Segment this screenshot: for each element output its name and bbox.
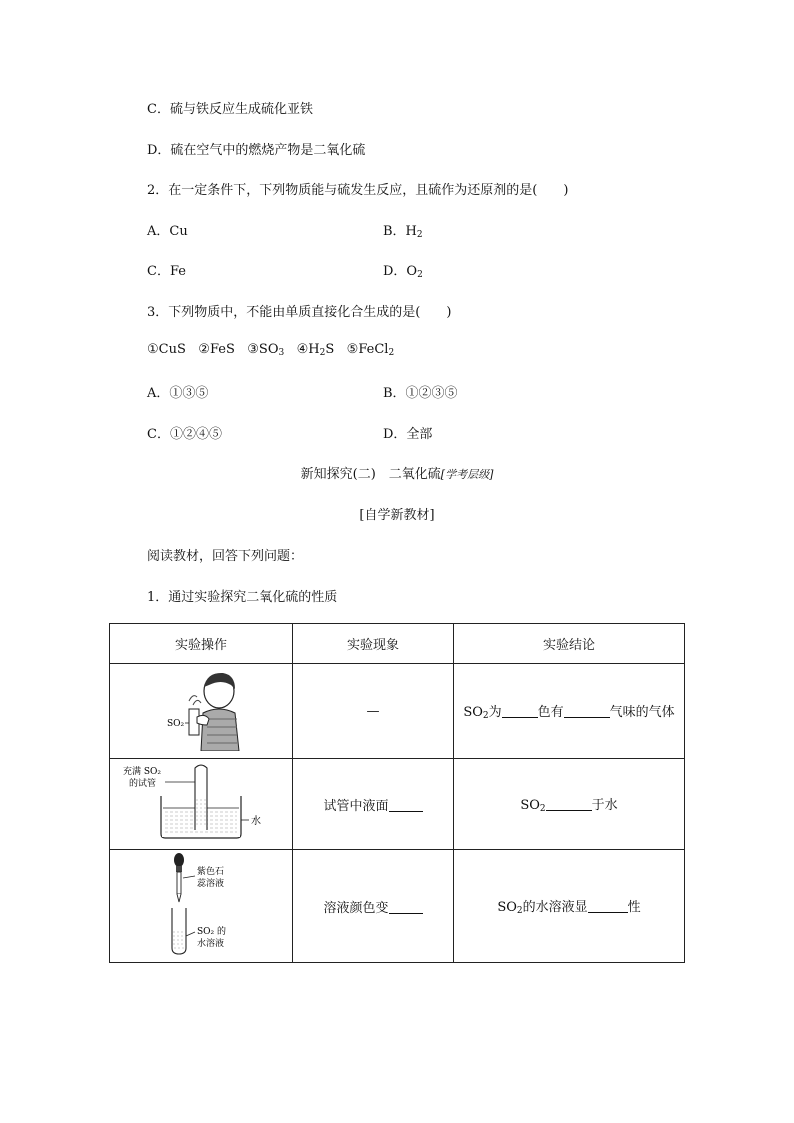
q3-option-c: C．①②④⑤	[147, 427, 222, 442]
row3-phenomenon: 溶液颜色变	[293, 850, 454, 963]
blank[interactable]	[564, 717, 610, 718]
q3-option-d: D．全部	[383, 427, 433, 442]
q3-option-b: B．①②③⑤	[383, 386, 458, 401]
smelling-gas-illustration	[131, 667, 271, 751]
q3-stem: 3．下列物质中，不能由单质直接化合生成的是( )	[147, 305, 452, 320]
row2-image-cell	[110, 759, 293, 850]
blank[interactable]	[588, 912, 628, 913]
q2-option-b: B．$H_2$	[383, 224, 423, 240]
table-row	[110, 759, 685, 850]
header-phenomenon: 实验现象	[293, 624, 454, 664]
q2-stem: 2．在一定条件下，下列物质能与硫发生反应，且硫作为还原剂的是( )	[147, 183, 569, 198]
row1-phenomenon: —	[293, 664, 454, 759]
so2-solution-label-1: SO₂ 的	[197, 927, 227, 937]
row2-conclusion: $SO_2$ 于水	[454, 759, 685, 850]
q2-option-a: A．Cu	[147, 224, 188, 239]
experiment-table	[109, 623, 685, 963]
tube-label-2: 的试管	[129, 779, 157, 789]
blank[interactable]	[546, 810, 592, 811]
row3-conclusion: $SO_2$的水溶液显 性	[454, 850, 685, 963]
q2-option-c: C．Fe	[147, 264, 186, 279]
row3-image-cell	[110, 850, 293, 963]
section-intro: 阅读教材，回答下列问题：	[147, 549, 304, 564]
section-item-1: 1．通过实验探究二氧化硫的性质	[147, 590, 338, 605]
litmus-label-1: 紫色石	[197, 867, 225, 877]
blank[interactable]	[389, 913, 423, 914]
section-title: 新知探究(二) 二氧化硫[学考层级]	[300, 467, 494, 482]
q2-option-d: D．$O_2$	[383, 264, 423, 280]
litmus-label-2: 蕊溶液	[197, 879, 225, 889]
header-conclusion: 实验结论	[454, 624, 685, 664]
table-header-row	[110, 624, 685, 664]
tube-label-1: 充满 SO₂	[123, 767, 162, 777]
table-row	[110, 850, 685, 963]
so2-label: SO₂	[167, 719, 185, 729]
so2-solution-label-2: 水溶液	[197, 939, 225, 949]
row1-image-cell	[110, 664, 293, 759]
q3-option-a: A．①③⑤	[147, 386, 209, 401]
section-level: [学考层级]	[440, 468, 494, 481]
blank[interactable]	[389, 811, 423, 812]
section-subtitle: [自学新教材]	[359, 508, 435, 523]
row1-conclusion: $SO_2$为 色有 气味的气体	[454, 664, 685, 759]
row2-phenomenon: 试管中液面	[293, 759, 454, 850]
header-operation: 实验操作	[110, 624, 293, 664]
q1-option-c: C．硫与铁反应生成硫化亚铁	[147, 102, 313, 117]
water-label: 水	[251, 816, 261, 827]
q1-option-d: D．硫在空气中的燃烧产物是二氧化硫	[147, 143, 366, 158]
table-row	[110, 664, 685, 759]
inverted-test-tube-illustration	[121, 760, 281, 844]
litmus-dropper-illustration	[141, 852, 261, 956]
q3-items: ①CuS ②FeS $③SO_3$ $④H_2S$ ⑤FeCl$_2$	[147, 342, 395, 358]
blank[interactable]	[502, 717, 538, 718]
